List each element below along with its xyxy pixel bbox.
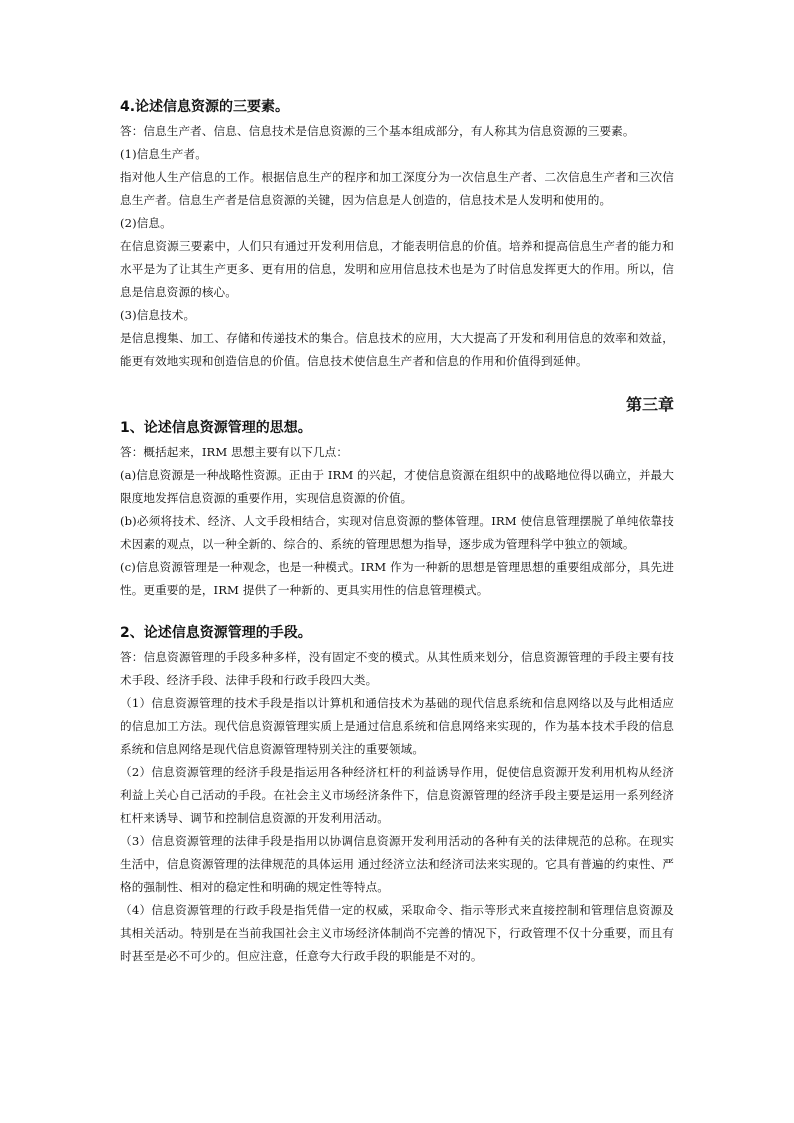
chapter-title: 第三章 (625, 395, 674, 414)
question-2-heading: 2、论述信息资源管理的手段。 (120, 625, 312, 641)
item-2-title: (2)信息。 (120, 216, 172, 230)
question-2-paragraph-3: （3）信息资源管理的法律手段是指用以协调信息资源开发利用活动的各种有关的法律规范的总称。在现实生活中，信息资源管理的法律规范的具体运用 通过经济立法和经济司法来实现的。它具有普遍的约束性、严格的强制性、相对的稳定性和明确的规定性等特点。 (120, 834, 674, 894)
question-2-paragraph-1: （1）信息资源管理的技术手段是指以计算机和通信技术为基础的现代信息系统和信息网络以及与此相适应的信息加工方法。现代信息资源管理实质上是通过信息系统和信息网络来实现的，作为基本技术手段的信息系统和信息网络是现代信息资源管理特别关注的重要领域。 (120, 696, 674, 756)
question-1-point-a: (a)信息资源是一种战略性资源。正由于 IRM 的兴起，才使信息资源在组织中的战略地位得以确立，并最大限度地发挥信息资源的重要作用，实现信息资源的价值。 (120, 468, 674, 505)
item-1-title: (1)信息生产者。 (120, 147, 207, 161)
question-2-paragraph-2: （2）信息资源管理的经济手段是指运用各种经济杠杆的利益诱导作用，促使信息资源开发利用机构从经济利益上关心自己活动的手段。在社会主义市场经济条件下，信息资源管理的经济手段主要是运用一系列经济杠杆来诱导、调节和控制信息资源的开发利用活动。 (120, 765, 674, 825)
question-1-point-b: (b)必须将技术、经济、人文手段相结合，实现对信息资源的整体管理。IRM 使信息管理摆脱了单纯依靠技术因素的观点，以一种全新的、综合的、系统的管理思想为指导，逐步成为管理科学中独立的领域。 (120, 514, 674, 551)
question-2-intro: 答：信息资源管理的手段多种多样，没有固定不变的模式。从其性质来划分，信息资源管理的手段主要有技术手段、经济手段、法律手段和行政手段四大类。 (120, 650, 674, 687)
item-2-body: 在信息资源三要素中，人们只有通过开发利用信息，才能表明信息的价值。培养和提高信息生产者的能力和水平是为了让其生产更多、更有用的信息，发明和应用信息技术也是为了时信息发挥更大的作用。所以，信息是信息资源的核心。 (120, 239, 674, 299)
item-3-body: 是信息搜集、加工、存储和传递技术的集合。信息技术的应用，大大提高了开发和利用信息的效率和效益，能更有效地实现和创造信息的价值。信息技术使信息生产者和信息的作用和价值得到延伸。 (120, 331, 674, 368)
question-1-point-c: (c)信息资源管理是一种观念，也是一种模式。IRM 作为一种新的思想是管理思想的重要组成部分，具先进性。更重要的是，IRM 提供了一种新的、更具实用性的信息管理模式。 (120, 560, 674, 597)
question-2-paragraph-4: （4）信息资源管理的行政手段是指凭借一定的权威，采取命令、指示等形式来直接控制和管理信息资源及其相关活动。特别是在当前我国社会主义市场经济体制尚不完善的情况下，行政管理不仅十分重要，而且有时甚至是必不可少的。但应注意，任意夸大行政手段的职能是不对的。 (120, 903, 674, 963)
item-1-body: 指对他人生产信息的工作。根据信息生产的程序和加工深度分为一次信息生产者、二次信息生产者和三次信息生产者。信息生产者是信息资源的关键，因为信息是人创造的，信息技术是人发明和使用的。 (120, 170, 674, 207)
item-3-title: (3)信息技术。 (120, 308, 196, 322)
section-4-heading: 4.论述信息资源的三要素。 (120, 99, 290, 115)
section-4-intro: 答：信息生产者、信息、信息技术是信息资源的三个基本组成部分，有人称其为信息资源的三要素。 (120, 124, 635, 138)
document-page (120, 96, 674, 968)
question-1-intro: 答：概括起来，IRM 思想主要有以下几点： (120, 445, 349, 459)
question-1-heading: 1、论述信息资源管理的思想。 (120, 420, 312, 436)
